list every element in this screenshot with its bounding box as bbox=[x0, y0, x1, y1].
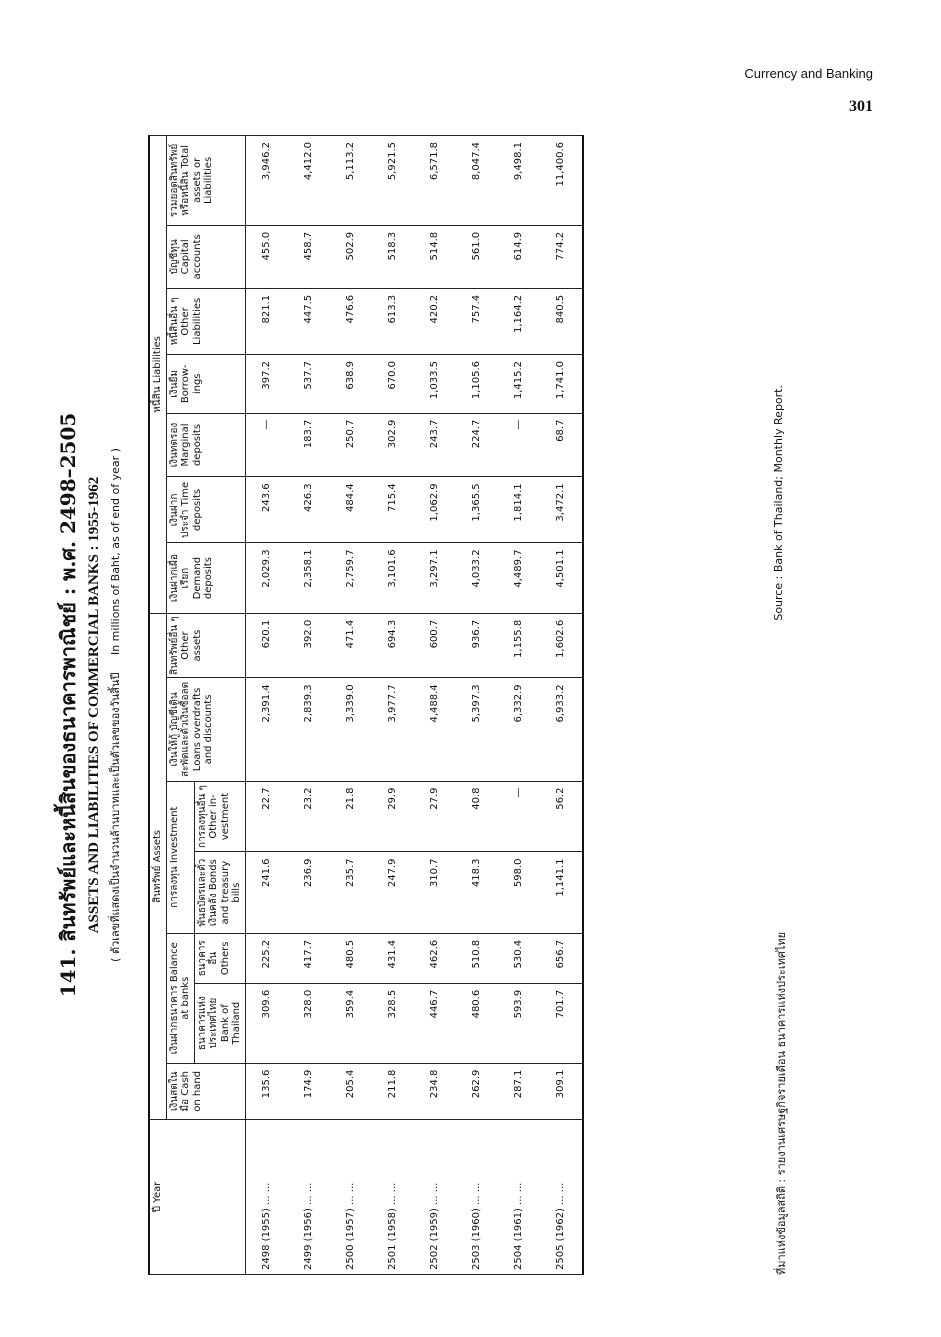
row-year: 2501 (1958) ... ... bbox=[372, 1120, 414, 1275]
table-cell: 287.1 bbox=[498, 1063, 540, 1119]
col-bonds: พันธบัตรและตั๋วเงินคลัง Bonds and treasury bills bbox=[194, 852, 245, 933]
table-cell: 224.7 bbox=[456, 413, 498, 477]
table-row bbox=[540, 136, 583, 1275]
table-cell: 6,332.9 bbox=[498, 678, 540, 781]
table-cell: 757.4 bbox=[456, 288, 498, 354]
table-cell: 5,397.3 bbox=[456, 678, 498, 781]
table-cell: 2,839.3 bbox=[288, 678, 330, 781]
table-cell: 502.9 bbox=[330, 225, 372, 288]
table-cell: 4,412.0 bbox=[288, 136, 330, 226]
table-cell: 480.6 bbox=[456, 983, 498, 1063]
section-label: Currency and Banking bbox=[744, 66, 873, 81]
table-cell: 309.1 bbox=[540, 1063, 583, 1119]
table-cell: 205.4 bbox=[330, 1063, 372, 1119]
table-cell: 3,977.7 bbox=[372, 678, 414, 781]
table-cell: 530.4 bbox=[498, 933, 540, 983]
row-year: 2498 (1955) ... ... bbox=[245, 1120, 288, 1275]
subtitle-thai: ( ตัวเลขที่แสดงเป็นจำนวนล้านบาทและเป็นตัวเลขของวันสิ้นปี bbox=[109, 672, 122, 962]
table-cell: 6,933.2 bbox=[540, 678, 583, 781]
table-cell: 250.7 bbox=[330, 413, 372, 477]
group-assets: สินทรัพย์ Assets bbox=[149, 613, 166, 1119]
table-cell: 1,062.9 bbox=[414, 477, 456, 543]
table-cell: 211.8 bbox=[372, 1063, 414, 1119]
table-cell: 5,921.5 bbox=[372, 136, 414, 226]
subtitle-english: In millions of Baht, as of end of year ) bbox=[109, 448, 122, 656]
table-cell: 480.5 bbox=[330, 933, 372, 983]
row-year: 2500 (1957) ... ... bbox=[330, 1120, 372, 1275]
table-cell: 309.6 bbox=[245, 983, 288, 1063]
table-cell: 471.4 bbox=[330, 613, 372, 678]
table-cell: 1,141.1 bbox=[540, 852, 583, 933]
table-cell: 1,741.0 bbox=[540, 355, 583, 414]
table-cell: 1,814.1 bbox=[498, 477, 540, 543]
table-cell: 1,164.2 bbox=[498, 288, 540, 354]
table-cell: 241.6 bbox=[245, 852, 288, 933]
table-cell: 29.9 bbox=[372, 781, 414, 852]
table-row bbox=[245, 136, 288, 1275]
table-cell: 174.9 bbox=[288, 1063, 330, 1119]
table-cell: 3,339.0 bbox=[330, 678, 372, 781]
row-year: 2503 (1960) ... ... bbox=[456, 1120, 498, 1275]
table-cell: 936.7 bbox=[456, 613, 498, 678]
table-cell: — bbox=[498, 413, 540, 477]
table-cell: 225.2 bbox=[245, 933, 288, 983]
table-cell: 27.9 bbox=[414, 781, 456, 852]
table-cell: 431.4 bbox=[372, 933, 414, 983]
col-other-investment: การลงทุนอื่น ๆ Other in-vestment bbox=[194, 781, 245, 852]
table-cell: 183.7 bbox=[288, 413, 330, 477]
table-cell: 243.6 bbox=[245, 477, 288, 543]
col-capital-accounts: บัญชีทุน Capital accounts bbox=[166, 225, 245, 288]
table-cell: 715.4 bbox=[372, 477, 414, 543]
row-year: 2502 (1959) ... ... bbox=[414, 1120, 456, 1275]
row-year: 2504 (1961) ... ... bbox=[498, 1120, 540, 1275]
table-cell: 417.7 bbox=[288, 933, 330, 983]
table-cell: 620.1 bbox=[245, 613, 288, 678]
table-titles bbox=[50, 135, 124, 1275]
col-loans: เงินให้กู้ บัญชีเดินสะพัดและตั๋วเงินซื้อลด Loans overdrafts and discounts bbox=[166, 678, 245, 781]
table-cell: 2,391.4 bbox=[245, 678, 288, 781]
table-cell: 22.7 bbox=[245, 781, 288, 852]
table-cell: 598.0 bbox=[498, 852, 540, 933]
table-cell: 840.5 bbox=[540, 288, 583, 354]
table-cell: 3,946.2 bbox=[245, 136, 288, 226]
table-cell: 638.9 bbox=[330, 355, 372, 414]
table-cell: 1,602.6 bbox=[540, 613, 583, 678]
table-cell: 359.4 bbox=[330, 983, 372, 1063]
col-other-liabilities: หนี้สินอื่น ๆ Other Liabilities bbox=[166, 288, 245, 354]
table-row bbox=[498, 136, 540, 1275]
table-cell: 694.3 bbox=[372, 613, 414, 678]
table-row bbox=[456, 136, 498, 1275]
table-cell: 4,488.4 bbox=[414, 678, 456, 781]
table-cell: 613.3 bbox=[372, 288, 414, 354]
col-other-banks: ธนาคารอื่น Others bbox=[194, 933, 245, 983]
table-cell: 23.2 bbox=[288, 781, 330, 852]
table-cell: 455.0 bbox=[245, 225, 288, 288]
table-cell: 447.5 bbox=[288, 288, 330, 354]
table-cell: 3,101.6 bbox=[372, 543, 414, 613]
table-cell: 1,033.5 bbox=[414, 355, 456, 414]
table-cell: 68.7 bbox=[540, 413, 583, 477]
table-cell: 5,113.2 bbox=[330, 136, 372, 226]
col-bank-of-thailand: ธนาคารแห่งประเทศไทย Bank of Thailand bbox=[194, 983, 245, 1063]
col-borrowings: เงินยืม Borrow-ings bbox=[166, 355, 245, 414]
table-cell: 2,759.7 bbox=[330, 543, 372, 613]
table-cell: 392.0 bbox=[288, 613, 330, 678]
table-cell: 537.7 bbox=[288, 355, 330, 414]
col-marginal-deposits: เงินทดรอง Marginal deposits bbox=[166, 413, 245, 477]
table-cell: 593.9 bbox=[498, 983, 540, 1063]
table-cell: 670.0 bbox=[372, 355, 414, 414]
table-cell: — bbox=[245, 413, 288, 477]
page-number: 301 bbox=[849, 98, 873, 115]
table-cell: 6,571.8 bbox=[414, 136, 456, 226]
table-cell: 11,400.6 bbox=[540, 136, 583, 226]
table-cell: 518.3 bbox=[372, 225, 414, 288]
table-cell: 701.7 bbox=[540, 983, 583, 1063]
table-cell: 656.7 bbox=[540, 933, 583, 983]
table-cell: 476.6 bbox=[330, 288, 372, 354]
table-cell: 614.9 bbox=[498, 225, 540, 288]
col-time-deposits: เงินฝากประจำ Time deposits bbox=[166, 477, 245, 543]
table-cell: 3,297.1 bbox=[414, 543, 456, 613]
table-row bbox=[372, 136, 414, 1275]
table-cell: 56.2 bbox=[540, 781, 583, 852]
table-cell: 774.2 bbox=[540, 225, 583, 288]
table-cell: 420.2 bbox=[414, 288, 456, 354]
table-row bbox=[414, 136, 456, 1275]
subtitle bbox=[106, 135, 124, 1275]
table-cell: 418.3 bbox=[456, 852, 498, 933]
table-cell: 2,358.1 bbox=[288, 543, 330, 613]
table-cell: 135.6 bbox=[245, 1063, 288, 1119]
table-cell: 40.8 bbox=[456, 781, 498, 852]
table-cell: 1,365.5 bbox=[456, 477, 498, 543]
table-cell: 302.9 bbox=[372, 413, 414, 477]
table-cell: 458.7 bbox=[288, 225, 330, 288]
table-cell: 310.7 bbox=[414, 852, 456, 933]
table-cell: 4,033.2 bbox=[456, 543, 498, 613]
table-cell: 821.1 bbox=[245, 288, 288, 354]
table-cell: 9,498.1 bbox=[498, 136, 540, 226]
group-liabilities: หนี้สิน Liabilities bbox=[149, 136, 166, 614]
group-investment: การลงทุน Investment bbox=[166, 781, 194, 933]
table-row bbox=[288, 136, 330, 1275]
table-cell: 446.7 bbox=[414, 983, 456, 1063]
row-year: 2499 (1956) ... ... bbox=[288, 1120, 330, 1275]
table-cell: 484.4 bbox=[330, 477, 372, 543]
table-cell: 328.5 bbox=[372, 983, 414, 1063]
group-balance-at-banks: เงินฝากธนาคาร Balance at banks bbox=[166, 933, 194, 1063]
table-cell: 1,415.2 bbox=[498, 355, 540, 414]
row-year: 2505 (1962) ... ... bbox=[540, 1120, 583, 1275]
table-cell: 247.9 bbox=[372, 852, 414, 933]
table-cell: 561.0 bbox=[456, 225, 498, 288]
table-cell: 397.2 bbox=[245, 355, 288, 414]
col-demand-deposits: เงินฝากเผื่อเรียก Demand deposits bbox=[166, 543, 245, 613]
table-cell: 3,472.1 bbox=[540, 477, 583, 543]
title-english: ASSETS AND LIABILITIES OF COMMERCIAL BANKS : 1955-1962 bbox=[86, 476, 102, 934]
table-cell: 1,155.8 bbox=[498, 613, 540, 678]
table-cell: — bbox=[498, 781, 540, 852]
table-cell: 262.9 bbox=[456, 1063, 498, 1119]
table-cell: 426.3 bbox=[288, 477, 330, 543]
table-row bbox=[330, 136, 372, 1275]
table-cell: 2,029.3 bbox=[245, 543, 288, 613]
table-cell: 236.9 bbox=[288, 852, 330, 933]
rotated-table-sheet bbox=[50, 135, 850, 1275]
table-cell: 21.8 bbox=[330, 781, 372, 852]
table-cell: 4,501.1 bbox=[540, 543, 583, 613]
col-cash-on-hand: เงินสดในมือ Cash on hand bbox=[166, 1063, 245, 1119]
table-cell: 514.8 bbox=[414, 225, 456, 288]
col-other-assets: สินทรัพย์อื่น ๆ Other assets bbox=[166, 613, 245, 678]
table-cell: 235.7 bbox=[330, 852, 372, 933]
table-cell: 8,047.4 bbox=[456, 136, 498, 226]
table-cell: 328.0 bbox=[288, 983, 330, 1063]
table-cell: 600.7 bbox=[414, 613, 456, 678]
table-cell: 234.8 bbox=[414, 1063, 456, 1119]
col-year: ปี Year bbox=[149, 1120, 245, 1275]
table-cell: 1,105.6 bbox=[456, 355, 498, 414]
table-cell: 243.7 bbox=[414, 413, 456, 477]
title-thai: 141. สินทรัพย์และหนี้สินของธนาคารพาณิชย์ : พ.ศ. 2498–2505 bbox=[56, 412, 80, 998]
assets-liabilities-table bbox=[148, 135, 584, 1275]
col-total: รวมยอดสินทรัพย์หรือหนี้สิน Total assets or Liabilities bbox=[166, 136, 245, 226]
table-cell: 462.6 bbox=[414, 933, 456, 983]
table-cell: 4,489.7 bbox=[498, 543, 540, 613]
table-body bbox=[245, 136, 583, 1275]
source-thai: ที่มาแห่งข้อมูลสถิติ : รายงานเศรษฐกิจรายเดือน ธนาคารแห่งประเทศไทย bbox=[775, 931, 788, 1275]
source-english: Source : Bank of Thailand; Monthly Report. bbox=[772, 385, 785, 621]
table-cell: 510.8 bbox=[456, 933, 498, 983]
